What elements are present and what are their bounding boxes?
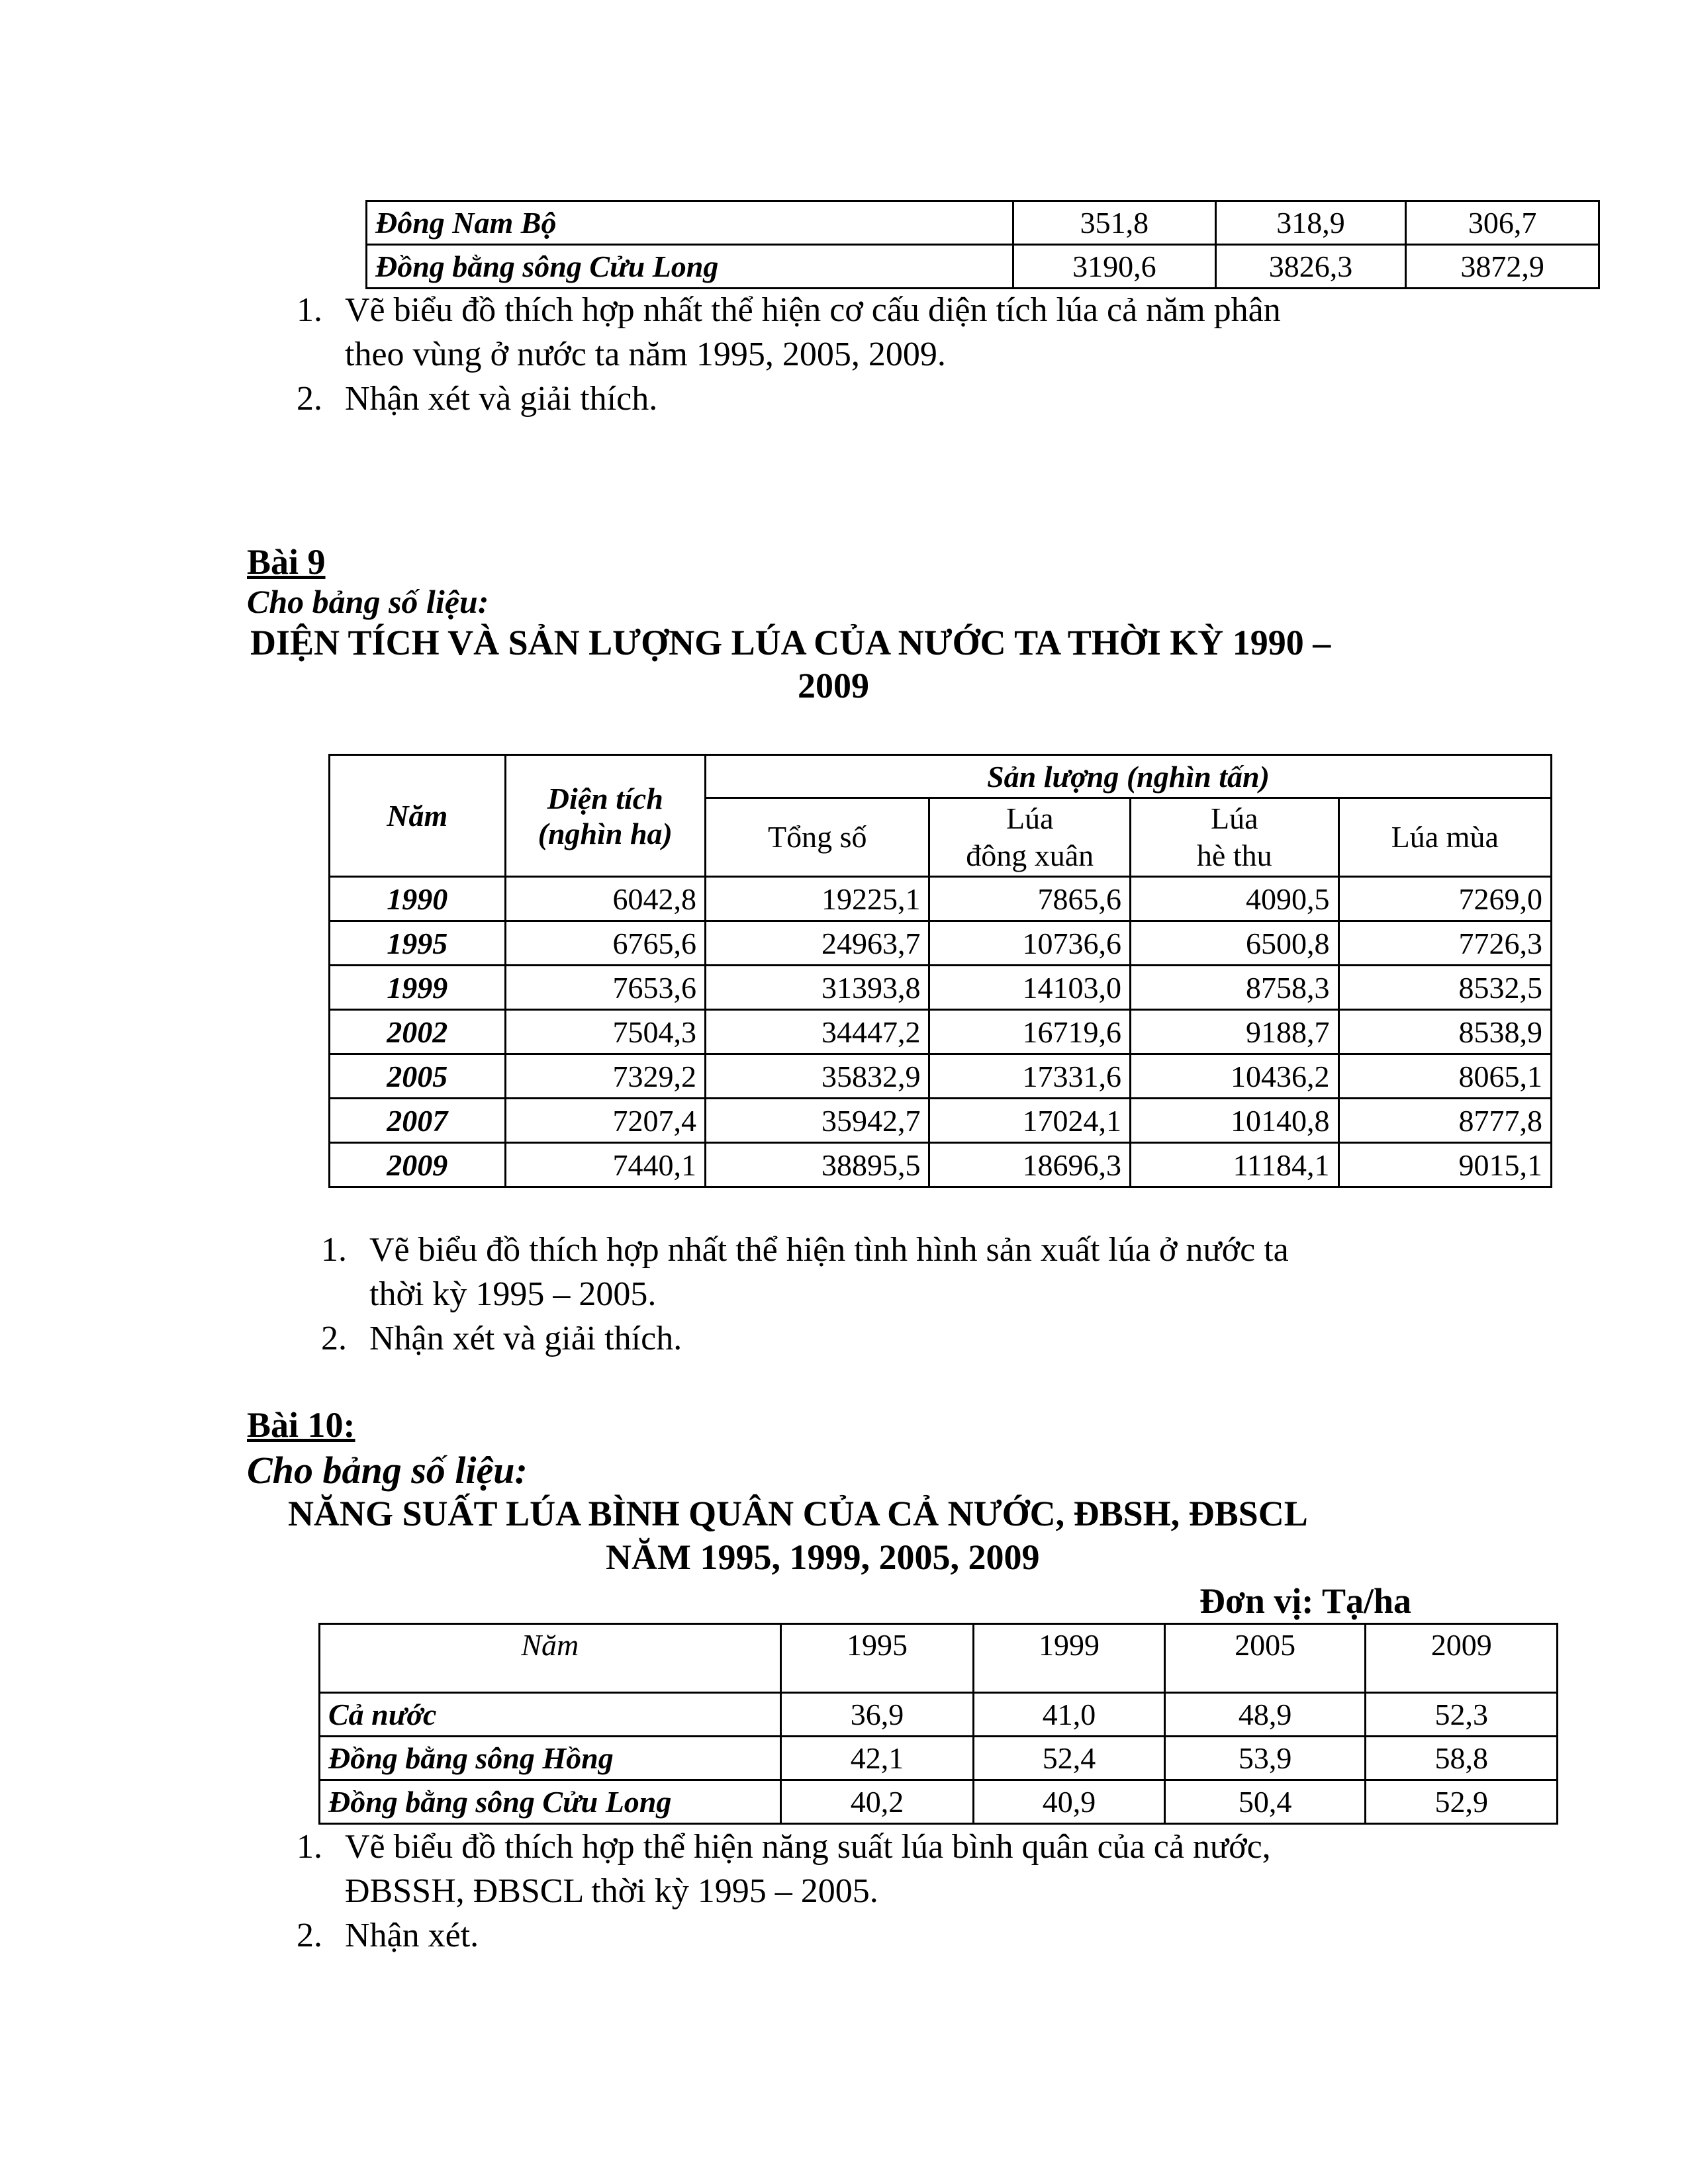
question-text: ĐBSSH, ĐBSCL thời kỳ 1995 – 2005. xyxy=(345,1872,878,1910)
question-text: theo vùng ở nước ta năm 1995, 2005, 2009. xyxy=(345,336,946,373)
header-row xyxy=(330,755,1552,798)
header-subcol xyxy=(1338,798,1551,877)
year-cell: 2002 xyxy=(330,1010,506,1054)
value-cell: 9188,7 xyxy=(1131,1010,1339,1054)
value-cell: 7207,4 xyxy=(505,1099,706,1143)
value-cell: 7865,6 xyxy=(929,877,1131,921)
region-cell: Đồng bằng sông Cửu Long xyxy=(367,245,1013,289)
table-row xyxy=(320,1693,1558,1737)
table-row xyxy=(330,921,1552,966)
bai10-heading: Bài 10: xyxy=(247,1405,355,1445)
header-output-group: Sản lượng (nghìn tấn) xyxy=(706,755,1552,798)
question-number: 2. xyxy=(297,380,322,418)
value-cell: 7440,1 xyxy=(505,1143,706,1187)
value-cell: 17331,6 xyxy=(929,1054,1131,1099)
header-year-label: Năm xyxy=(320,1624,781,1693)
header-subcol-line: Tổng số xyxy=(767,820,867,854)
value-cell: 6042,8 xyxy=(505,877,706,921)
header-subcol xyxy=(929,798,1131,877)
value-cell: 8065,1 xyxy=(1338,1054,1551,1099)
value-cell: 53,9 xyxy=(1164,1737,1366,1780)
table-row xyxy=(367,201,1599,245)
table-row xyxy=(330,1099,1552,1143)
table-row xyxy=(330,877,1552,921)
question-text: Vẽ biểu đồ thích hợp thể hiện năng suất lúa bình quân của cả nước, xyxy=(345,1828,1271,1866)
value-cell: 7269,0 xyxy=(1338,877,1551,921)
year-cell: 1999 xyxy=(330,966,506,1010)
header-area-line2: (nghìn ha) xyxy=(538,816,673,850)
value-cell: 8777,8 xyxy=(1338,1099,1551,1143)
bai10-title-line1: NĂNG SUẤT LÚA BÌNH QUÂN CỦA CẢ NƯỚC, ĐBSH, ĐBSCL xyxy=(288,1494,1308,1533)
table-row xyxy=(367,245,1599,289)
value-cell: 38895,5 xyxy=(706,1143,929,1187)
region-cell: Đồng bằng sông Hồng xyxy=(320,1737,781,1780)
value-cell: 3826,3 xyxy=(1215,245,1406,289)
value-cell: 4090,5 xyxy=(1131,877,1339,921)
value-cell: 52,9 xyxy=(1366,1780,1558,1824)
value-cell: 52,4 xyxy=(974,1737,1165,1780)
header-year: 2005 xyxy=(1164,1624,1366,1693)
question-number: 2. xyxy=(321,1320,347,1357)
header-subcol xyxy=(706,798,929,877)
year-cell: 2005 xyxy=(330,1054,506,1099)
question-text: Nhận xét. xyxy=(345,1917,479,1954)
table-row xyxy=(330,1010,1552,1054)
value-cell: 50,4 xyxy=(1164,1780,1366,1824)
value-cell: 7504,3 xyxy=(505,1010,706,1054)
value-cell: 14103,0 xyxy=(929,966,1131,1010)
table-row xyxy=(330,1143,1552,1187)
value-cell: 40,2 xyxy=(780,1780,974,1824)
value-cell: 24963,7 xyxy=(706,921,929,966)
header-area xyxy=(505,755,706,877)
question-text: Nhận xét và giải thích. xyxy=(345,380,658,418)
value-cell: 19225,1 xyxy=(706,877,929,921)
header-year: 2009 xyxy=(1366,1624,1558,1693)
bai10-intro: Cho bảng số liệu: xyxy=(247,1449,528,1492)
value-cell: 3190,6 xyxy=(1013,245,1216,289)
value-cell: 48,9 xyxy=(1164,1693,1366,1737)
regional-area-table-continued xyxy=(365,200,1600,289)
value-cell: 17024,1 xyxy=(929,1099,1131,1143)
bai9-title-line2: 2009 xyxy=(798,666,869,705)
question-text: Vẽ biểu đồ thích hợp nhất thể hiện tình hình sản xuất lúa ở nước ta xyxy=(369,1231,1289,1269)
value-cell: 10736,6 xyxy=(929,921,1131,966)
region-cell: Đông Nam Bộ xyxy=(367,201,1013,245)
value-cell: 16719,6 xyxy=(929,1010,1131,1054)
region-cell: Đồng bằng sông Cửu Long xyxy=(320,1780,781,1824)
header-year: Năm xyxy=(330,755,506,877)
value-cell: 8758,3 xyxy=(1131,966,1339,1010)
value-cell: 36,9 xyxy=(780,1693,974,1737)
region-cell: Cả nước xyxy=(320,1693,781,1737)
year-cell: 2007 xyxy=(330,1099,506,1143)
value-cell: 52,3 xyxy=(1366,1693,1558,1737)
value-cell: 18696,3 xyxy=(929,1143,1131,1187)
question-number: 1. xyxy=(321,1231,347,1269)
header-subcol-line: Lúa xyxy=(1211,801,1258,835)
value-cell: 10436,2 xyxy=(1131,1054,1339,1099)
header-year: 1995 xyxy=(780,1624,974,1693)
value-cell: 11184,1 xyxy=(1131,1143,1339,1187)
value-cell: 35942,7 xyxy=(706,1099,929,1143)
value-cell: 41,0 xyxy=(974,1693,1165,1737)
value-cell: 7329,2 xyxy=(505,1054,706,1099)
header-subcol-line: đông xuân xyxy=(966,839,1094,872)
table-row xyxy=(320,1737,1558,1780)
year-cell: 1990 xyxy=(330,877,506,921)
table-row xyxy=(330,1054,1552,1099)
rice-area-output-table xyxy=(328,754,1552,1188)
header-subcol-line: hè thu xyxy=(1196,839,1272,872)
value-cell: 351,8 xyxy=(1013,201,1216,245)
question-number: 1. xyxy=(297,291,322,329)
value-cell: 10140,8 xyxy=(1131,1099,1339,1143)
value-cell: 8532,5 xyxy=(1338,966,1551,1010)
value-cell: 58,8 xyxy=(1366,1737,1558,1780)
bai10-title-line2: NĂM 1995, 1999, 2005, 2009 xyxy=(606,1537,1040,1577)
question-number: 1. xyxy=(297,1828,322,1866)
value-cell: 35832,9 xyxy=(706,1054,929,1099)
question-number: 2. xyxy=(297,1917,322,1954)
question-text: thời kỳ 1995 – 2005. xyxy=(369,1275,657,1313)
rice-yield-table xyxy=(318,1623,1558,1825)
value-cell: 3872,9 xyxy=(1406,245,1599,289)
year-cell: 2009 xyxy=(330,1143,506,1187)
value-cell: 31393,8 xyxy=(706,966,929,1010)
value-cell: 7653,6 xyxy=(505,966,706,1010)
question-text: Vẽ biểu đồ thích hợp nhất thể hiện cơ cấu diện tích lúa cả năm phân xyxy=(345,291,1281,329)
value-cell: 40,9 xyxy=(974,1780,1165,1824)
table-row xyxy=(320,1780,1558,1824)
bai10-unit: Đơn vị: Tạ/ha xyxy=(1199,1581,1411,1621)
header-area-line1: Diện tích xyxy=(547,781,663,815)
header-subcol xyxy=(1131,798,1339,877)
bai9-title-line1: DIỆN TÍCH VÀ SẢN LƯỢNG LÚA CỦA NƯỚC TA THỜI KỲ 1990 – xyxy=(250,623,1331,662)
value-cell: 7726,3 xyxy=(1338,921,1551,966)
value-cell: 34447,2 xyxy=(706,1010,929,1054)
table-row xyxy=(330,966,1552,1010)
bai9-heading: Bài 9 xyxy=(247,542,326,582)
value-cell: 6765,6 xyxy=(505,921,706,966)
year-cell: 1995 xyxy=(330,921,506,966)
value-cell: 42,1 xyxy=(780,1737,974,1780)
value-cell: 306,7 xyxy=(1406,201,1599,245)
value-cell: 9015,1 xyxy=(1338,1143,1551,1187)
bai9-intro: Cho bảng số liệu: xyxy=(247,583,489,620)
header-row xyxy=(320,1624,1558,1693)
value-cell: 8538,9 xyxy=(1338,1010,1551,1054)
header-subcol-line: Lúa xyxy=(1006,801,1054,835)
question-text: Nhận xét và giải thích. xyxy=(369,1320,682,1357)
value-cell: 318,9 xyxy=(1215,201,1406,245)
header-year: 1999 xyxy=(974,1624,1165,1693)
header-subcol-line: Lúa mùa xyxy=(1391,820,1499,854)
value-cell: 6500,8 xyxy=(1131,921,1339,966)
